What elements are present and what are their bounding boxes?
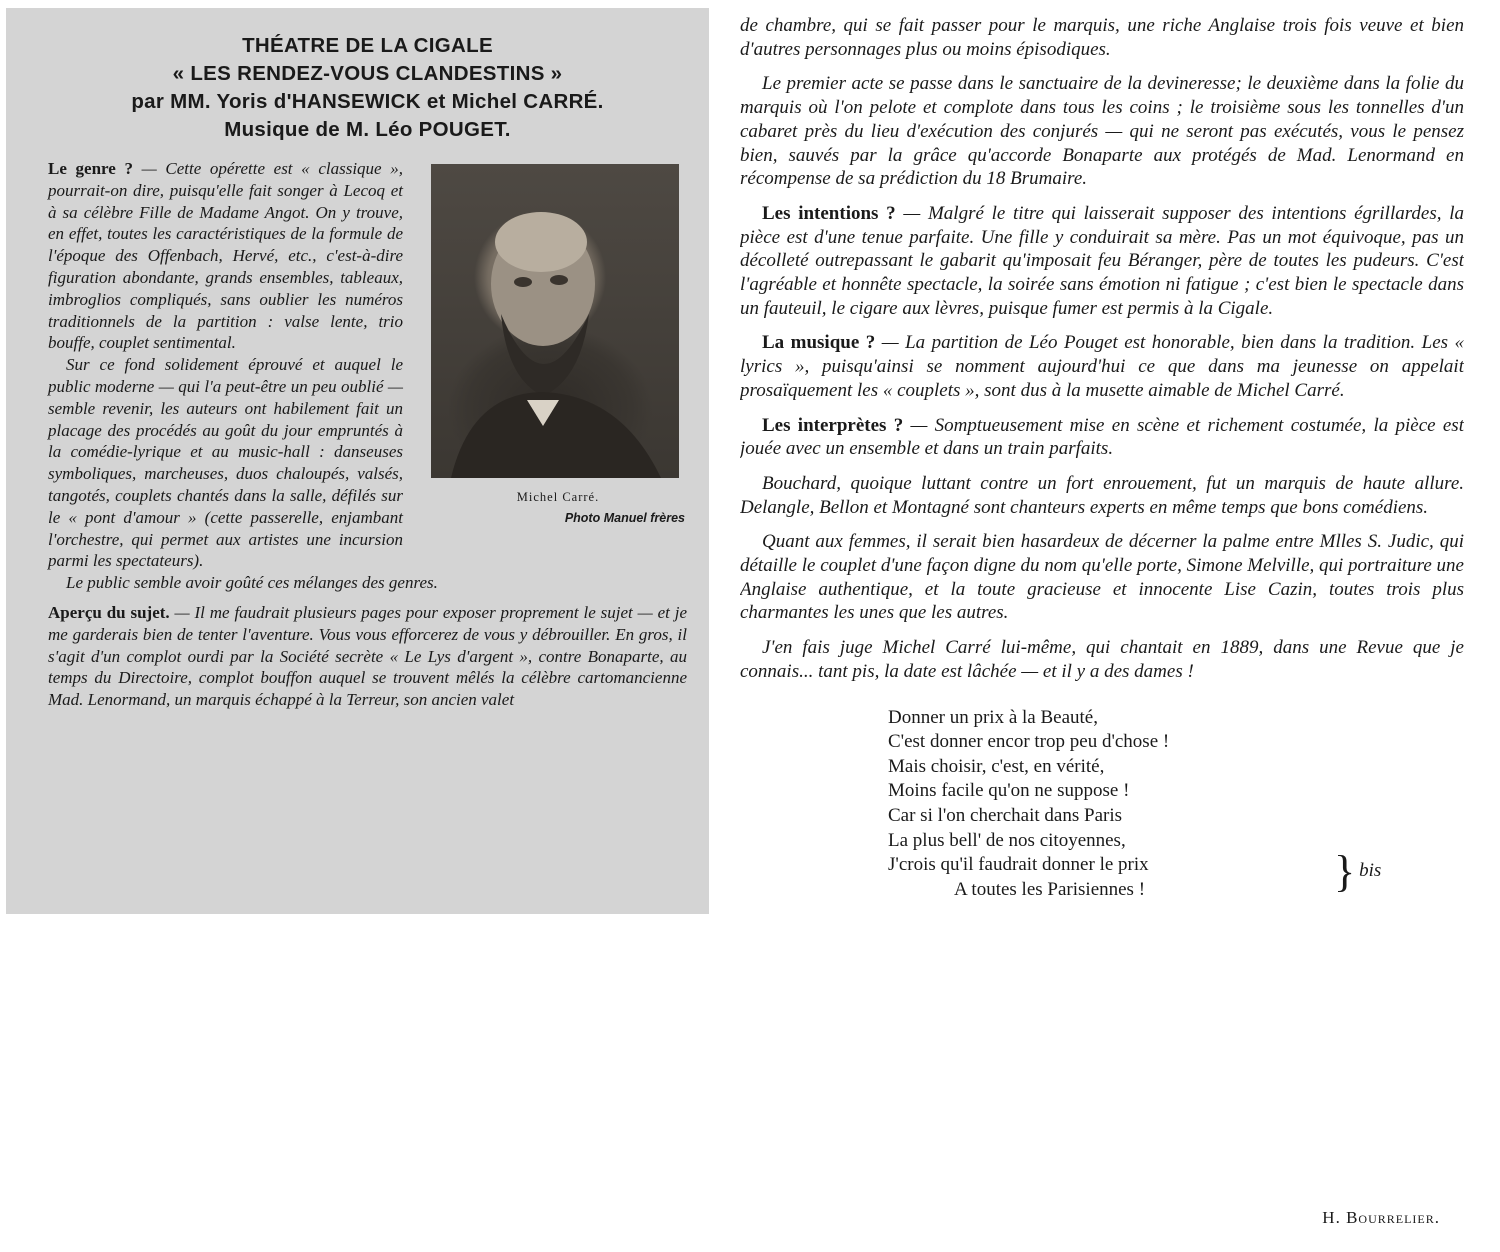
poem-line: Car si l'on cherchait dans Paris <box>888 804 1123 826</box>
interpretes-paragraph <box>740 414 1464 461</box>
poem-line: J'crois qu'il faudrait donner le prix <box>888 854 1149 876</box>
sujet-paragraph <box>48 602 687 711</box>
author-signature: H. Bourrelier. <box>1322 1208 1440 1227</box>
poem-line: Moins facile qu'on ne suppose ! <box>888 780 1130 802</box>
portrait-photo <box>431 164 679 478</box>
poem-line: C'est donner encor trop peu d'chose ! <box>888 731 1170 753</box>
sujet-text: — Il me faudrait plusieurs pages pour exposer proprement le sujet — et je me garderais bien de tenter l'aventure. Vous vous efforcerez de vous y débrouiller. En gros, il s'agit d'un complot ourdi par la Société secrète « Le Lys d'argent », contre Bonaparte, au temps du Directoire, complot bouffon auquel se trouvent mêlés la célèbre cartomancienne Mad. Lenormand, un marquis échappé à la Terreur, son ancien valet <box>48 602 687 710</box>
theatre-name: THÉATRE DE LA CIGALE <box>242 34 493 57</box>
intentions-lead: Les intentions ? <box>762 202 896 224</box>
poem-line: A toutes les Parisiennes ! <box>954 878 1146 900</box>
continuation-paragraph: de chambre, qui se fait passer pour le marquis, une riche Anglaise trois fois veuve et bien d'autres personnages plus ou moins épisodiques. <box>740 15 1464 60</box>
play-authors: par MM. Yoris d'HANSEWICK et Michel CARRÉ. <box>131 90 604 113</box>
portrait-image <box>431 164 679 478</box>
genre-lead: Le genre ? <box>48 159 133 178</box>
poem-verses <box>888 706 1464 903</box>
right-column <box>740 14 1464 1244</box>
juge-paragraph: J'en fais juge Michel Carré lui-même, qui chantait en 1889, dans une Revue que je connais... tant pis, la date est lâchée — et il y a des dames ! <box>740 637 1464 682</box>
portrait-caption: Michel Carré. <box>516 490 600 504</box>
musique-paragraph <box>740 331 1464 402</box>
public-paragraph: Le public semble avoir goûté ces mélanges des genres. <box>66 573 438 593</box>
musique-lead: La musique ? <box>762 332 876 354</box>
interpretes-text: — Somptueusement mise en scène et richement costumée, la pièce est jouée avec un ensemble et dans un train parfaits. <box>740 414 1464 460</box>
refrain-marker <box>1334 846 1381 898</box>
poem-line: Mais choisir, c'est, en vérité, <box>888 755 1105 777</box>
genre-text: — Cette opérette est « classique », pourrait-on dire, puisqu'elle fait songer à Lecoq et à sa célèbre Fille de Madame Angot. On y trouve, en effet, toutes les caractéristiques de la formule de l'époque des Offenbach, Hervé, etc., c'est-à-dire figuration abondante, grands ensembles, tableaux, imbroglios compliqués, sans oublier les numéros traditionnels de la partition : valse lente, trio bouffe, couplet sentimental. <box>48 159 404 353</box>
bouchard-paragraph: Bouchard, quoique luttant contre un fort enrouement, fut un marquis de haute allure. Delangle, Bellon et Montagné sont chanteurs experts en même temps que bons comédiens. <box>740 472 1464 518</box>
play-music: Musique de M. Léo POUGET. <box>224 118 511 141</box>
femmes-paragraph: Quant aux femmes, il serait bien hasardeux de décerner la palme entre Mlles S. Judic, qui détaille le couplet d'une façon digne du nom qu'elle porte, Simone Melville, qui portraiture une Anglaise authentique, et la toute gracieuse et innocente Lise Cazin, toutes trois plus charmantes les unes que les autres. <box>740 531 1464 624</box>
article-heading <box>48 32 687 144</box>
acte-paragraph: Le premier acte se passe dans le sanctuaire de la devineresse; le deuxième dans la folie du marquis où l'on pelote et complote dans tous les coins ; le troisième sous les tonnelles d'un cabaret près du lieu d'exécution des conjurés — qui ne seront pas exécutés, vous le pensez bien, sauvés par la grâce qu'accorde Bonaparte aux protégés de Mad. Lenormand en récompense de sa prédiction du 18 Brumaire. <box>740 73 1464 190</box>
interpretes-lead: Les interprètes ? <box>762 414 904 436</box>
bis-label: bis <box>1359 860 1382 882</box>
fond-paragraph: Sur ce fond solidement éprouvé et auquel le public moderne — qui l'a peut-être un peu oublié — semble revenir, les auteurs ont habilement fait un placage des procédés au goût du jour empruntés à la comédie-lyrique et au music-hall : danseuses symboliques, marcheuses, duos chaloupés, valsés, tangotés, couplets chantés dans la salle, défilés sur le « pont d'amour » (cette passerelle, enjambant l'orchestre, qui permet aux artistes une incursion parmi les spectateurs). <box>48 355 403 571</box>
poem-line: La plus bell' de nos citoyennes, <box>888 829 1126 851</box>
sujet-lead: Aperçu du sujet. <box>48 602 170 622</box>
poem-line: Donner un prix à la Beauté, <box>888 706 1098 728</box>
portrait-figure <box>417 164 685 559</box>
intentions-paragraph <box>740 202 1464 321</box>
intentions-text: — Malgré le titre qui laisserait supposer des intentions égrillardes, la pièce est d'une tenue parfaite. Une fille y conduirait sa mère. Pas un mot équivoque, pas un décolleté outrepassant le gabarit qu'imposait feu Béranger, père de toutes les pudeurs. C'est l'agréable et honnête spectacle, la soirée sans émotion ni fatigue ; c'est bien le spectacle dans un fauteuil, le cigare aux lèvres, puisque fumer est permis à la Cigale. <box>740 202 1464 319</box>
musique-text: — La partition de Léo Pouget est honorable, bien dans la tradition. Les « lyrics », puisqu'ainsi se nomment aujourd'hui ce que dans ma jeunesse on appelait prosaïquement les « couplets », sont dus à la musette aimable de Michel Carré. <box>740 332 1464 401</box>
play-title: « LES RENDEZ-VOUS CLANDESTINS » <box>172 62 563 85</box>
left-column <box>6 8 709 914</box>
brace-icon: } <box>1334 846 1356 896</box>
photo-credit: Photo Manuel frères <box>564 511 685 525</box>
